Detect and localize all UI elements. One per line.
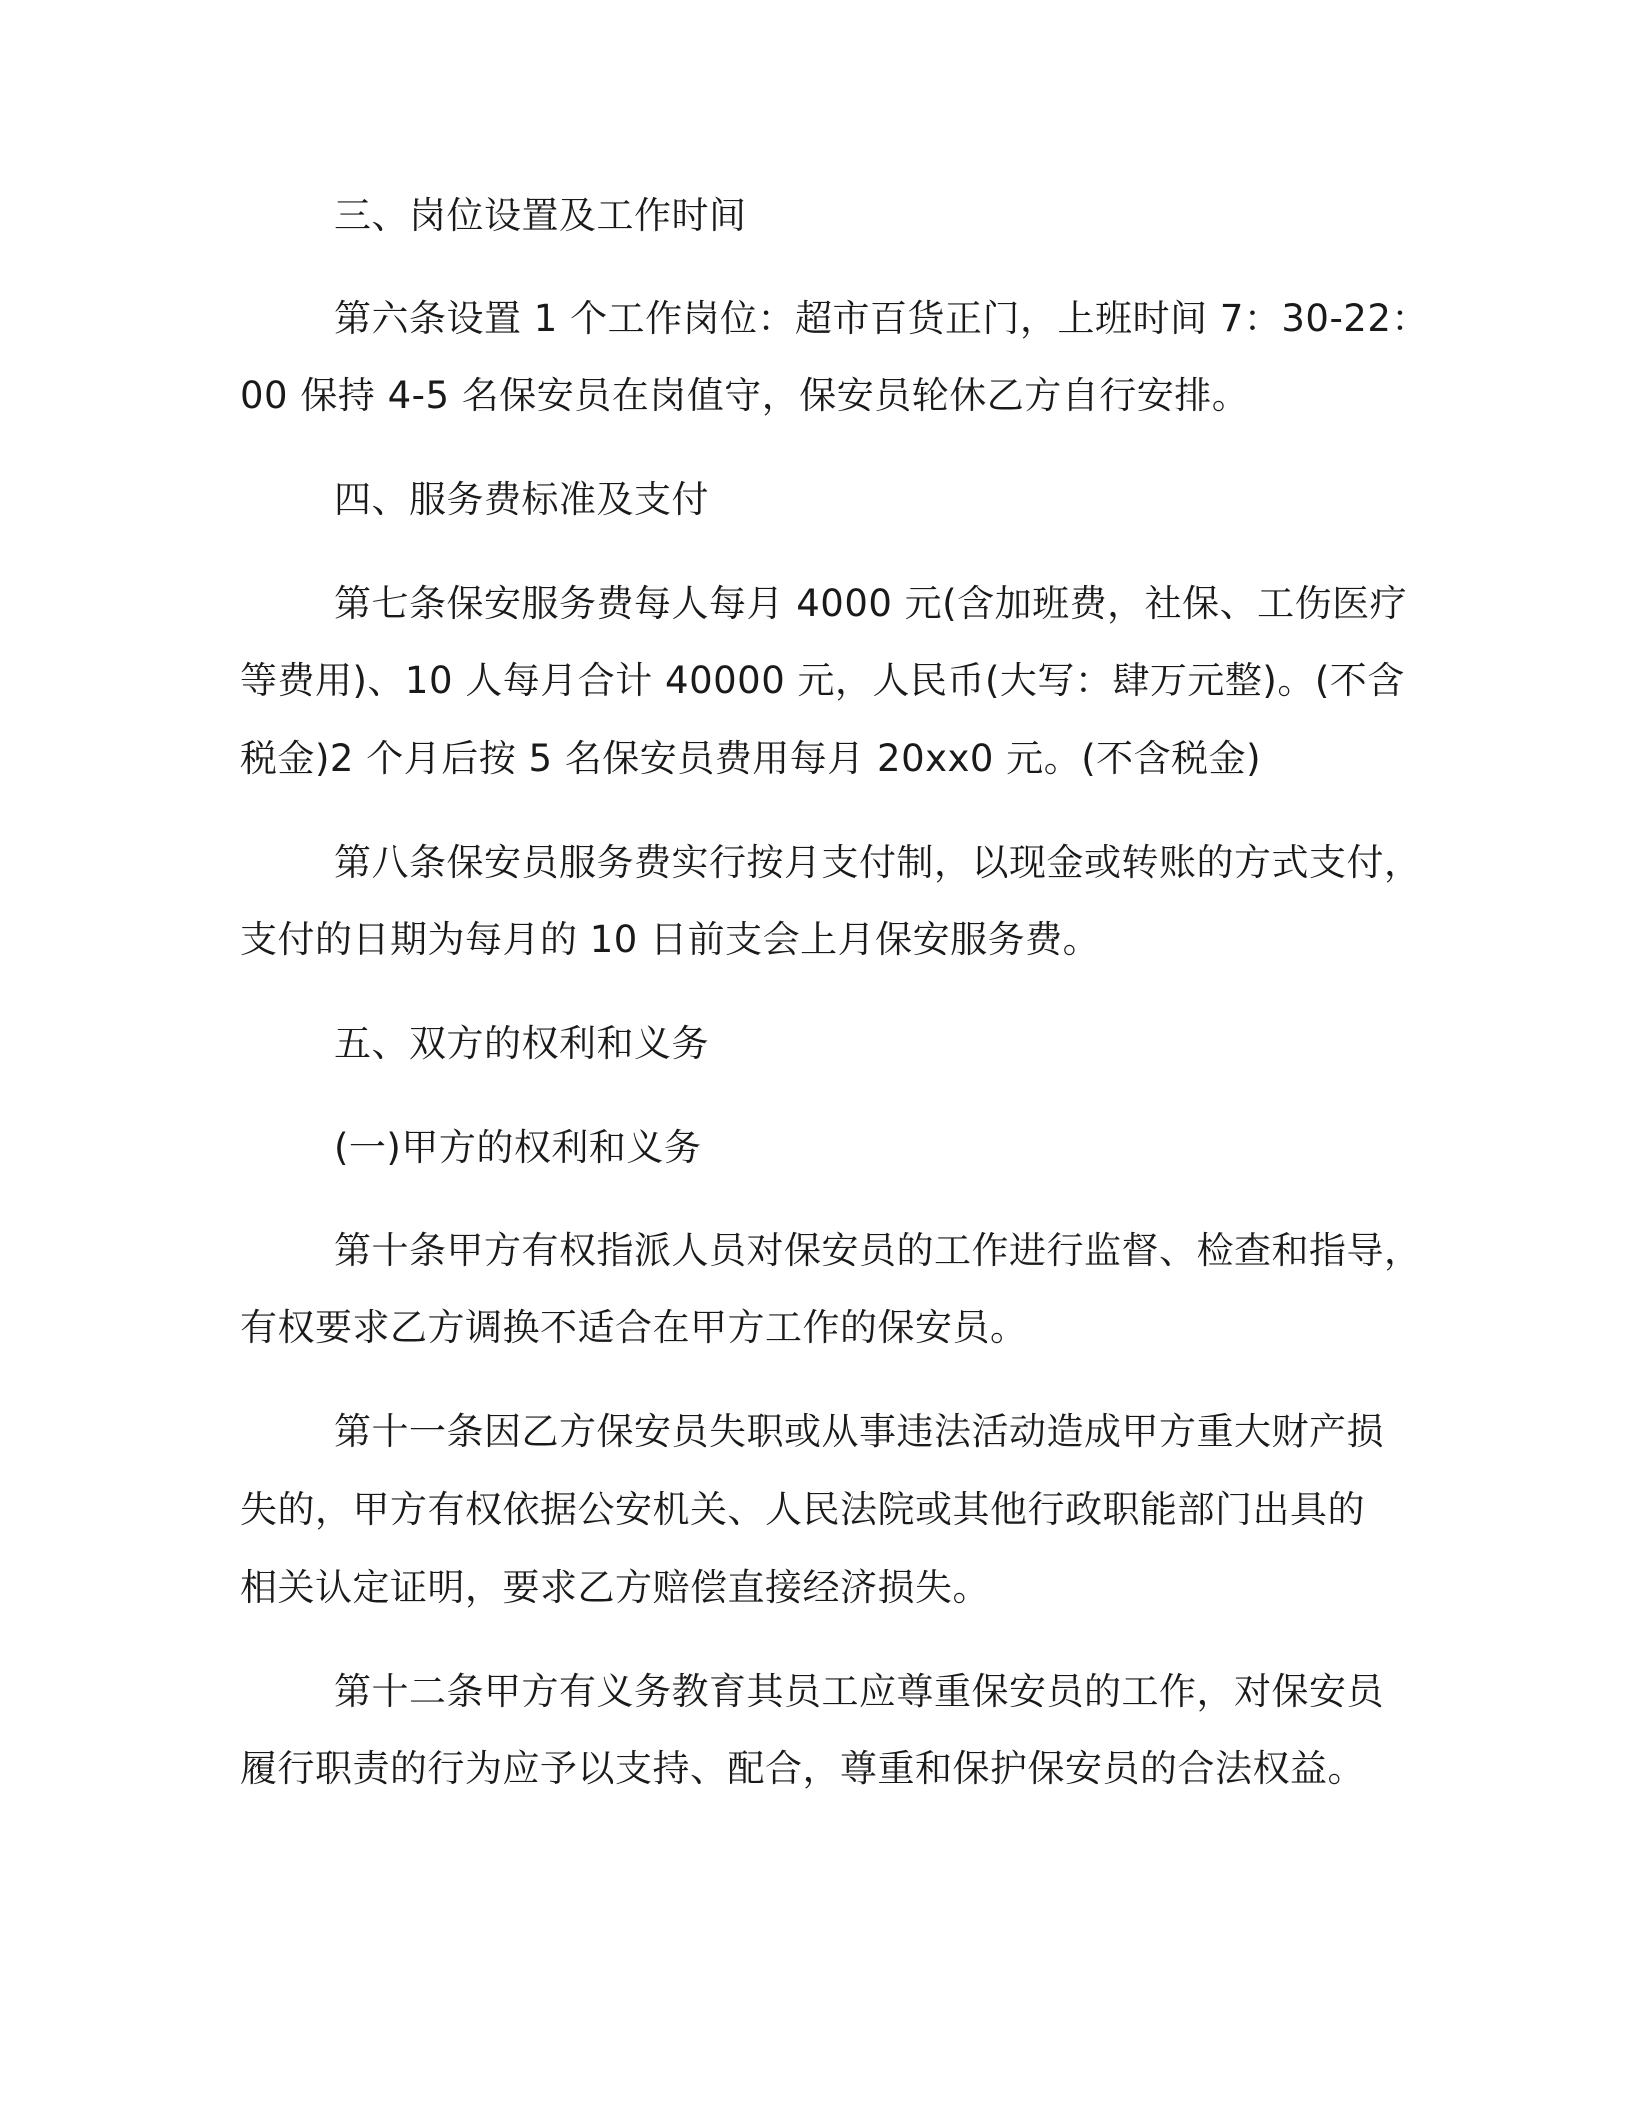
article-8-line-1: 第八条保安员服务费实行按月支付制，以现金或转账的方式支付， <box>334 841 1422 884</box>
article-7-line-3: 税金)2 个月后按 5 名保安员费用每月 20xx0 元。(不含税金) <box>240 737 1262 780</box>
heading-section-3: 三、岗位设置及工作时间 <box>334 194 747 237</box>
article-6-line-1: 第六条设置 1 个工作岗位：超市百货正门，上班时间 7：30-22： <box>334 297 1429 340</box>
article-8-line-2: 支付的日期为每月的 10 日前支会上月保安服务费。 <box>240 918 1101 961</box>
article-11-line-1: 第十一条因乙方保安员失职或从事违法活动造成甲方重大财产损 <box>334 1410 1384 1453</box>
heading-section-4: 四、服务费标准及支付 <box>334 478 709 521</box>
article-11-line-3: 相关认定证明，要求乙方赔偿直接经济损失。 <box>240 1566 990 1609</box>
article-10-line-2: 有权要求乙方调换不适合在甲方工作的保安员。 <box>240 1306 1028 1349</box>
article-7-line-2: 等费用)、10 人每月合计 40000 元，人民币(大写：肆万元整)。(不含 <box>240 659 1405 702</box>
article-12-line-1: 第十二条甲方有义务教育其员工应尊重保安员的工作，对保安员 <box>334 1670 1384 1713</box>
article-6-line-2: 00 保持 4-5 名保安员在岗值守，保安员轮休乙方自行安排。 <box>240 374 1250 417</box>
article-7-line-1: 第七条保安服务费每人每月 4000 元(含加班费，社保、工伤医疗 <box>334 582 1408 625</box>
heading-subsection-1: (一)甲方的权利和义务 <box>334 1126 702 1169</box>
article-11-line-2: 失的，甲方有权依据公安机关、人民法院或其他行政职能部门出具的 <box>240 1488 1365 1531</box>
heading-section-5: 五、双方的权利和义务 <box>334 1022 709 1065</box>
article-12-line-2: 履行职责的行为应予以支持、配合，尊重和保护保安员的合法权益。 <box>240 1747 1365 1790</box>
article-10-line-1: 第十条甲方有权指派人员对保安员的工作进行监督、检查和指导， <box>334 1229 1422 1272</box>
